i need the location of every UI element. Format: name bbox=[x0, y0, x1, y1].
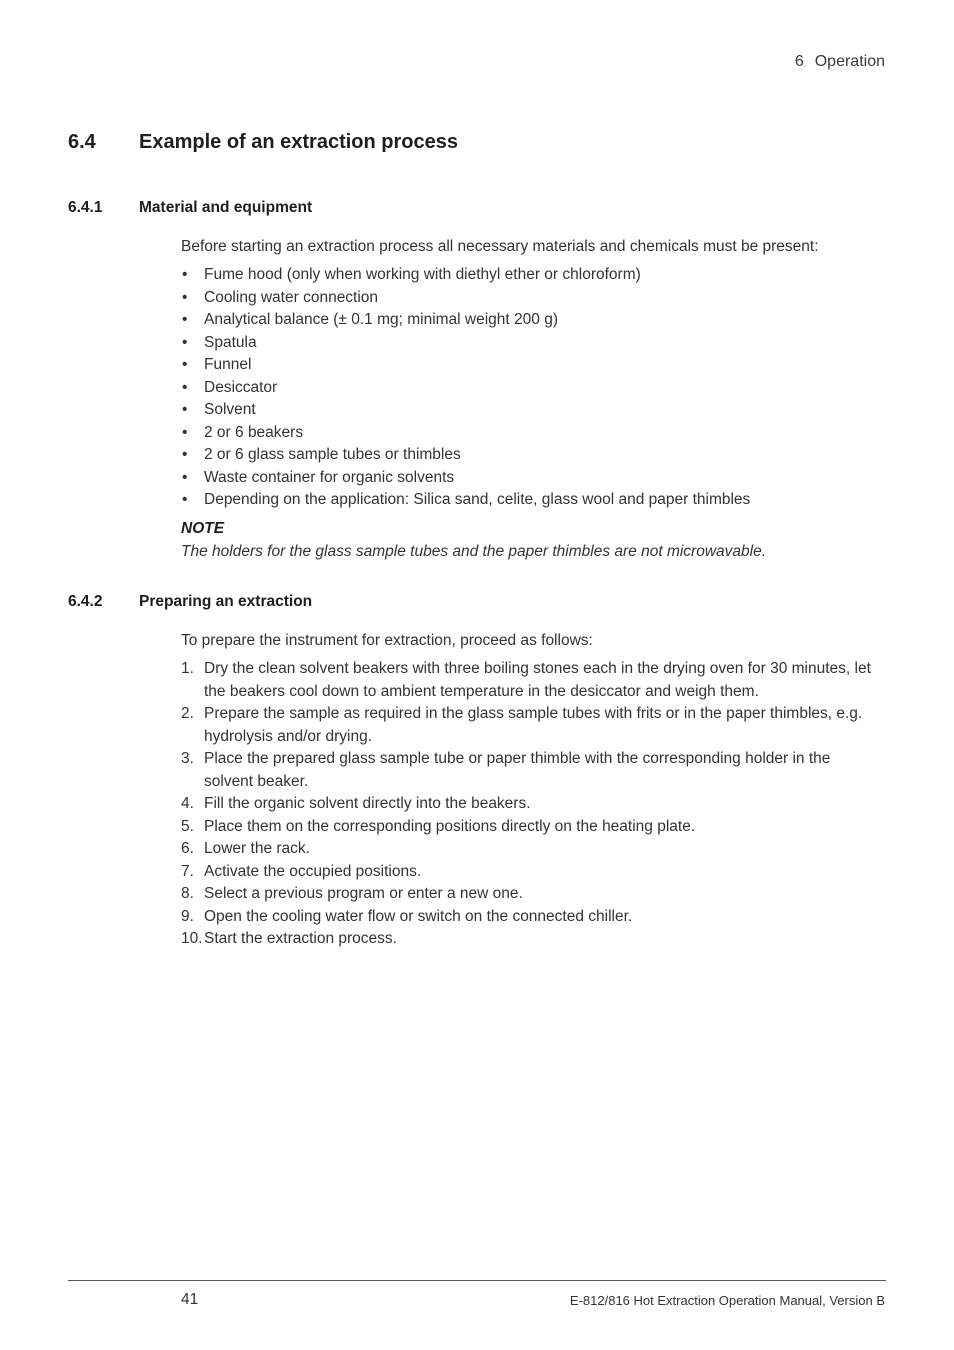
step-text: Start the extraction process. bbox=[204, 930, 397, 947]
subsection-number: 6.4.1 bbox=[68, 199, 103, 216]
list-item-text: Fume hood (only when working with diethyl ether or chloroform) bbox=[204, 266, 641, 283]
step-text: Select a previous program or enter a new one. bbox=[204, 885, 523, 902]
step-text: Place the prepared glass sample tube or paper thimble with the corresponding holder in the solvent beaker. bbox=[204, 750, 831, 790]
list-item bbox=[181, 422, 750, 445]
step-text: Prepare the sample as required in the glass sample tubes with frits or in the paper thimbles, e.g. hydrolysis and/or drying. bbox=[204, 705, 863, 745]
section-number: 6.4 bbox=[68, 131, 96, 153]
footer-divider bbox=[68, 1280, 886, 1281]
list-item-text: Depending on the application: Silica sand, celite, glass wool and paper thimbles bbox=[204, 491, 751, 508]
step-text: Place them on the corresponding positions directly on the heating plate. bbox=[204, 817, 696, 835]
section-heading bbox=[68, 131, 458, 154]
running-header bbox=[795, 53, 885, 71]
step-text: Activate the occupied positions. bbox=[204, 862, 422, 880]
step-number: 6. bbox=[181, 840, 194, 857]
step-number: 8. bbox=[181, 885, 194, 902]
chapter-number: 6 bbox=[794, 53, 804, 70]
subsection-title: Preparing an extraction bbox=[139, 593, 313, 610]
list-item bbox=[181, 377, 750, 400]
bullet-icon: • bbox=[182, 378, 188, 396]
list-item-text: Analytical balance (± 0.1 mg; minimal weight 200 g) bbox=[204, 311, 558, 328]
materials-list bbox=[181, 264, 750, 512]
step-item bbox=[181, 793, 881, 816]
note-title: NOTE bbox=[181, 520, 225, 537]
subsection-heading-preparing bbox=[68, 593, 312, 611]
step-text: Open the cooling water flow or switch on the connected chiller. bbox=[204, 907, 633, 925]
bullet-icon: • bbox=[182, 401, 188, 418]
list-item bbox=[181, 287, 750, 310]
bullet-icon: • bbox=[182, 423, 188, 441]
list-item-text: Waste container for organic solvents bbox=[204, 468, 455, 486]
step-number: 9. bbox=[181, 907, 194, 925]
step-number: 2. bbox=[181, 705, 194, 722]
step-item bbox=[181, 658, 881, 703]
section-title: Example of an extraction process bbox=[139, 131, 459, 153]
subsection-heading-material bbox=[68, 199, 312, 217]
step-number: 5. bbox=[181, 817, 194, 835]
step-number: 7. bbox=[181, 862, 194, 880]
bullet-icon: • bbox=[182, 333, 188, 351]
list-item bbox=[181, 489, 750, 512]
step-item bbox=[181, 748, 881, 793]
manual-title: E-812/816 Hot Extraction Operation Manual, Version B bbox=[569, 1293, 885, 1308]
step-item bbox=[181, 838, 881, 861]
step-item bbox=[181, 906, 881, 929]
list-item-text: Spatula bbox=[204, 333, 257, 351]
step-item bbox=[181, 861, 881, 884]
step-item bbox=[181, 883, 881, 906]
step-item bbox=[181, 928, 881, 951]
step-item bbox=[181, 703, 881, 748]
step-text: Lower the rack. bbox=[204, 840, 310, 857]
bullet-icon: • bbox=[182, 311, 188, 328]
list-item bbox=[181, 467, 750, 490]
subsection-title: Material and equipment bbox=[139, 199, 313, 216]
preparation-steps bbox=[181, 658, 881, 951]
subsection-number: 6.4.2 bbox=[68, 593, 103, 610]
list-item-text: 2 or 6 beakers bbox=[204, 423, 304, 441]
step-number: 3. bbox=[181, 750, 194, 767]
list-item bbox=[181, 444, 750, 467]
materials-intro: Before starting an extraction process all necessary materials and chemicals must be present: bbox=[181, 238, 819, 255]
list-item-text: Desiccator bbox=[204, 378, 278, 396]
preparation-intro: To prepare the instrument for extraction, proceed as follows: bbox=[181, 632, 593, 649]
bullet-icon: • bbox=[182, 491, 188, 508]
bullet-icon: • bbox=[182, 356, 188, 373]
list-item-text: Solvent bbox=[204, 401, 256, 418]
list-item-text: Cooling water connection bbox=[204, 288, 379, 306]
step-number: 4. bbox=[181, 795, 194, 812]
list-item-text: 2 or 6 glass sample tubes or thimbles bbox=[204, 446, 461, 463]
step-text: Dry the clean solvent beakers with three boiling stones each in the drying oven for 30 minutes, let the beakers cool down to ambient temperature in the desiccator and weigh them. bbox=[204, 660, 871, 700]
bullet-icon: • bbox=[182, 446, 188, 463]
page-number: 41 bbox=[181, 1291, 199, 1308]
list-item bbox=[181, 309, 750, 332]
bullet-icon: • bbox=[182, 266, 188, 283]
note-text: The holders for the glass sample tubes and the paper thimbles are not microwavable. bbox=[181, 543, 767, 560]
chapter-title: Operation bbox=[814, 53, 885, 70]
step-number: 1. bbox=[181, 660, 194, 677]
bullet-icon: • bbox=[182, 288, 188, 306]
list-item bbox=[181, 399, 750, 422]
bullet-icon: • bbox=[182, 468, 188, 486]
step-text: Fill the organic solvent directly into the beakers. bbox=[204, 795, 531, 812]
step-number: 10. bbox=[181, 930, 203, 947]
list-item-text: Funnel bbox=[204, 356, 252, 373]
step-item bbox=[181, 816, 881, 839]
list-item bbox=[181, 264, 750, 287]
list-item bbox=[181, 332, 750, 355]
list-item bbox=[181, 354, 750, 377]
